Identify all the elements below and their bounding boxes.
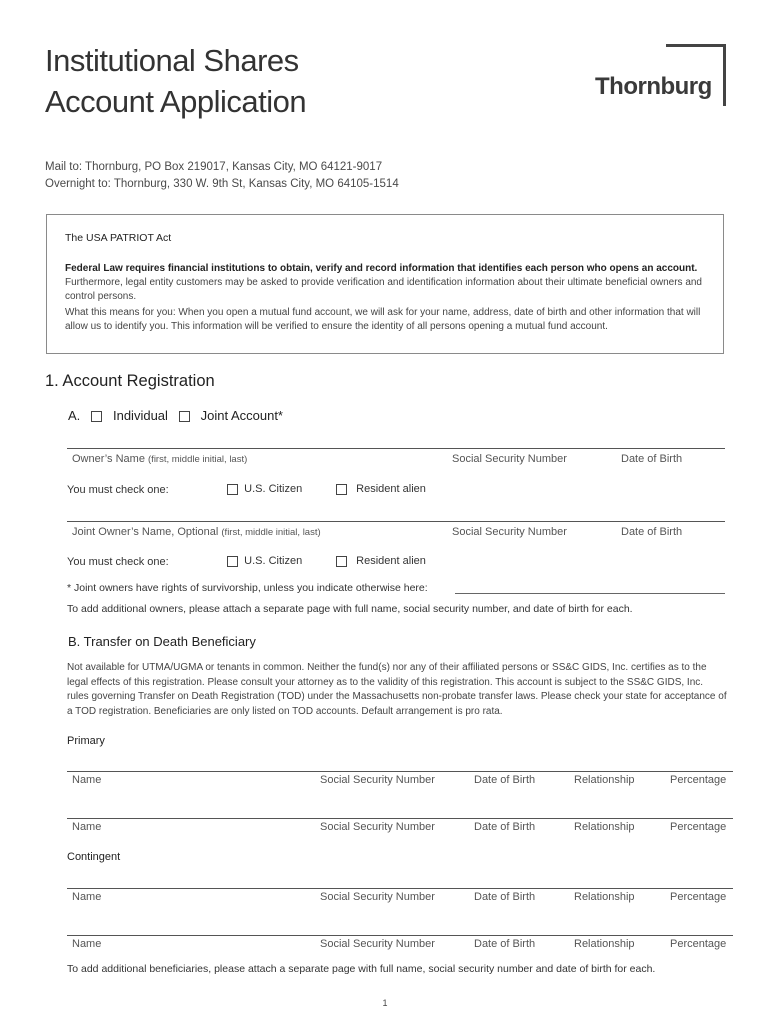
owner-dob-label: Date of Birth	[621, 453, 683, 465]
joint-account-checkbox[interactable]	[179, 411, 190, 422]
contingent-row-2-line[interactable]	[67, 935, 733, 936]
tod-heading: B. Transfer on Death Beneficiary	[68, 634, 256, 649]
title-line-2: Account Application	[45, 84, 307, 119]
owner-resident-alien-checkbox[interactable]	[336, 484, 347, 495]
primary-1-ssn-label: Social Security Number	[320, 774, 435, 786]
joint-account-label: Joint Account*	[200, 408, 283, 423]
additional-beneficiaries-note: To add additional beneficiaries, please attach a separate page with full name, social security number and date of birth for each.	[67, 963, 656, 975]
joint-check-one-label: You must check one:	[67, 556, 169, 568]
sub-a-prefix: A.	[68, 408, 81, 423]
contingent-2-ssn-label: Social Security Number	[320, 938, 435, 950]
survivorship-note: * Joint owners have rights of survivorship, unless you indicate otherwise here:	[67, 582, 428, 594]
contingent-2-name-label: Name	[72, 938, 102, 950]
individual-label: Individual	[112, 408, 168, 423]
page-title	[45, 40, 306, 122]
patriot-act-bold-text: Federal Law requires financial institutions to obtain, verify and record information that identifies each person who opens an account.	[65, 263, 698, 274]
section-1-heading: 1. Account Registration	[45, 372, 215, 390]
primary-row-2-line[interactable]	[67, 818, 733, 819]
account-type-row	[68, 408, 283, 423]
contingent-label: Contingent	[67, 851, 121, 863]
joint-us-citizen-label: U.S. Citizen	[244, 555, 303, 567]
patriot-act-paragraph-2: What this means for you: When you open a mutual fund account, we will ask for your name, address, date of birth and other information that will allow us to identify you. This information will be verified to ensure the identity of all persons opening a mutual fund account.	[65, 307, 701, 332]
survivorship-input-line[interactable]	[455, 593, 725, 594]
primary-1-relationship-label: Relationship	[574, 774, 635, 786]
primary-2-relationship-label: Relationship	[574, 821, 635, 833]
primary-2-dob-label: Date of Birth	[474, 821, 536, 833]
joint-us-citizen-checkbox[interactable]	[227, 556, 238, 567]
primary-2-percentage-label: Percentage	[670, 821, 727, 833]
primary-row-1-line[interactable]	[67, 771, 733, 772]
thornburg-logo	[592, 44, 726, 110]
patriot-act-title: The USA PATRIOT Act	[65, 232, 172, 244]
owner-ssn-label: Social Security Number	[452, 453, 567, 465]
overnight-address: Overnight to: Thornburg, 330 W. 9th St, Kansas City, MO 64105-1514	[45, 178, 399, 190]
primary-1-name-label: Name	[72, 774, 102, 786]
owner-citizen-option	[227, 483, 302, 495]
mail-to-address: Mail to: Thornburg, PO Box 219017, Kansas City, MO 64121-9017	[45, 161, 383, 173]
primary-label: Primary	[67, 735, 105, 747]
joint-owner-name-field[interactable]	[67, 521, 725, 522]
contingent-2-relationship-label: Relationship	[574, 938, 635, 950]
primary-1-percentage-label: Percentage	[670, 774, 727, 786]
joint-owner-ssn-label: Social Security Number	[452, 526, 567, 538]
owner-us-citizen-checkbox[interactable]	[227, 484, 238, 495]
title-line-1: Institutional Shares	[45, 43, 299, 78]
joint-citizen-option	[227, 555, 302, 567]
joint-resident-alien-label: Resident alien	[356, 555, 426, 567]
contingent-1-name-label: Name	[72, 891, 102, 903]
tod-paragraph: Not available for UTMA/UGMA or tenants in common. Neither the fund(s) nor any of their affiliated persons or SS&C GIDS, Inc. certifies as to the legal effects of this registration. Please consult your attorney as to the validity of this registration. This account is subject to the SS&C GIDS, Inc. rules governing Transfer on Death Registration (TOD) under the Massachusetts non-probate transfer laws. Please check your state for acceptance of a TOD registration. Beneficiaries are only listed on TOD accounts. Default arrangement is pro rata.	[67, 662, 727, 717]
contingent-1-relationship-label: Relationship	[574, 891, 635, 903]
patriot-act-paragraph-1	[65, 262, 715, 304]
primary-2-ssn-label: Social Security Number	[320, 821, 435, 833]
additional-owners-note: To add additional owners, please attach a separate page with full name, social security number, and date of birth for each.	[67, 603, 633, 615]
owner-resident-alien-label: Resident alien	[356, 483, 426, 495]
primary-1-dob-label: Date of Birth	[474, 774, 536, 786]
contingent-2-dob-label: Date of Birth	[474, 938, 536, 950]
owner-check-one-label: You must check one:	[67, 484, 169, 496]
owner-name-label: Owner’s Name (first, middle initial, last)	[72, 453, 248, 465]
contingent-1-ssn-label: Social Security Number	[320, 891, 435, 903]
joint-owner-name-label: Joint Owner’s Name, Optional (first, middle initial, last)	[72, 526, 321, 538]
primary-2-name-label: Name	[72, 821, 102, 833]
contingent-row-1-line[interactable]	[67, 888, 733, 889]
logo-text: Thornburg	[595, 73, 712, 100]
patriot-act-rest-text: Furthermore, legal entity customers may be asked to provide verification and identification information about their ultimate beneficial owners and control persons.	[65, 277, 702, 302]
joint-resident-option	[336, 555, 426, 567]
joint-owner-dob-label: Date of Birth	[621, 526, 683, 538]
individual-checkbox[interactable]	[91, 411, 102, 422]
owner-name-field[interactable]	[67, 448, 725, 449]
page-number: 1	[382, 998, 388, 1008]
joint-resident-alien-checkbox[interactable]	[336, 556, 347, 567]
contingent-1-dob-label: Date of Birth	[474, 891, 536, 903]
contingent-1-percentage-label: Percentage	[670, 891, 727, 903]
owner-resident-option	[336, 483, 426, 495]
contingent-2-percentage-label: Percentage	[670, 938, 727, 950]
owner-us-citizen-label: U.S. Citizen	[244, 483, 303, 495]
